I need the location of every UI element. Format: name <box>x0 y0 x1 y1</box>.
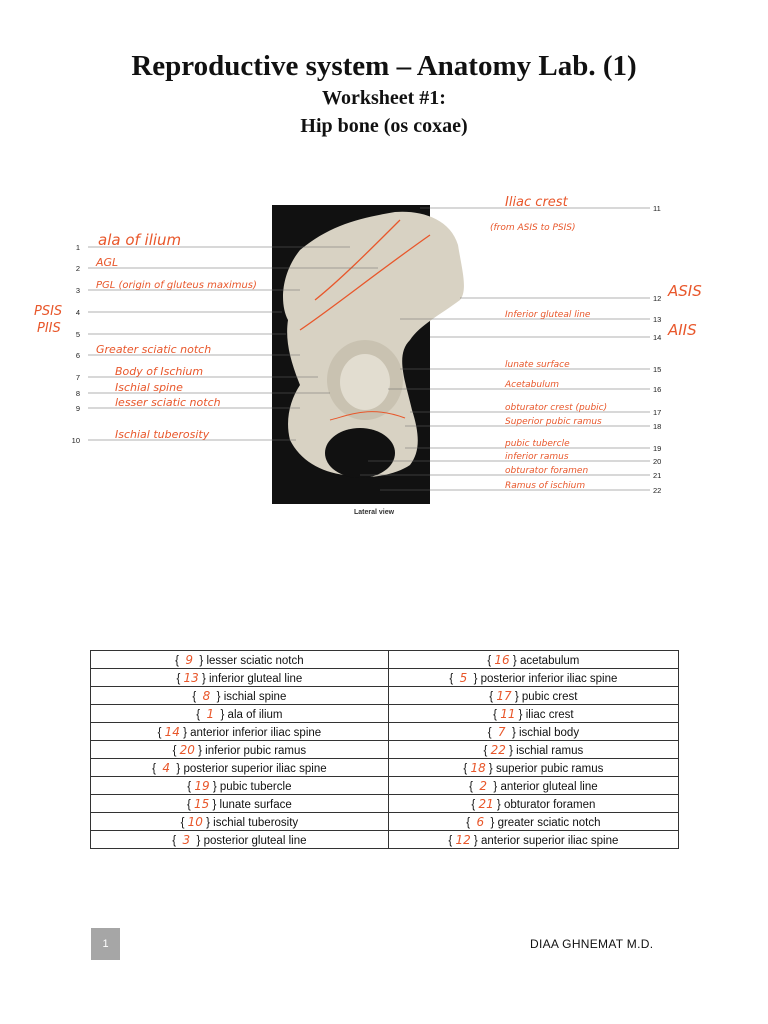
handwritten-answer-left: Body of Ischium <box>115 365 204 378</box>
figure-label-number: 4 <box>75 308 80 317</box>
brace-close: } <box>470 834 481 847</box>
handwritten-number: 6 <box>476 814 485 829</box>
handwritten-number: 17 <box>496 688 512 703</box>
structure-name: ischial body <box>518 726 580 739</box>
handwritten-answer-right: Acetabulum <box>505 380 560 390</box>
handwritten-answer-left: PGL (origin of gluteus maximus) <box>96 280 257 291</box>
answer-cell-right <box>388 669 678 687</box>
structure-name: iliac crest <box>525 708 574 721</box>
table-row <box>91 651 679 669</box>
structure-name: pubic tubercle <box>219 780 292 793</box>
structure-name: greater sciatic notch <box>497 816 601 829</box>
brace-close: } <box>209 780 220 793</box>
brace-close: } <box>217 708 228 721</box>
table-row <box>91 795 679 813</box>
brace-close: } <box>202 816 214 829</box>
handwritten-answer-right: Superior pubic ramus <box>505 417 602 427</box>
structure-name: anterior superior iliac spine <box>480 834 619 847</box>
handwritten-answer-right: Iliac crest <box>505 195 568 210</box>
figure-label-number: 2 <box>75 264 80 273</box>
brace-close: } <box>173 762 184 775</box>
brace-open: { <box>493 708 501 721</box>
figure-label-number: 10 <box>71 436 80 445</box>
handwritten-answer-right: obturator crest (pubic) <box>505 403 608 413</box>
handwritten-answer-right: inferior ramus <box>505 452 569 462</box>
structure-name: pubic crest <box>521 690 578 703</box>
brace-open: { <box>180 816 188 829</box>
hip-bone-figure <box>0 190 768 520</box>
brace-close: } <box>493 798 504 811</box>
brace-close: } <box>485 762 496 775</box>
iliac-crest-note: (from ASIS to PSIS) <box>490 223 576 233</box>
page-title: Reproductive system – Anatomy Lab. (1) <box>131 50 637 82</box>
table-row <box>91 669 679 687</box>
handwritten-number: 5 <box>459 670 468 685</box>
hip-bone-illustration <box>283 212 464 478</box>
answer-cell-right <box>388 705 678 723</box>
answer-cell-left <box>91 795 389 813</box>
figure-label-number: 12 <box>653 294 662 303</box>
brace-open: { <box>469 780 477 793</box>
handwritten-number: 15 <box>194 796 210 811</box>
worksheet-subtitle: Worksheet #1: <box>322 87 446 109</box>
figure-caption: Lateral view <box>353 509 395 516</box>
structure-name: anterior inferior iliac spine <box>190 726 322 739</box>
table-row <box>91 831 679 849</box>
brace-close: } <box>198 672 209 685</box>
structure-name: ischial spine <box>223 690 287 703</box>
brace-close: } <box>511 690 522 703</box>
psis-note: PSIS <box>34 304 63 319</box>
brace-open: { <box>448 834 456 847</box>
brace-close: } <box>487 816 498 829</box>
brace-open: { <box>176 672 184 685</box>
brace-open: { <box>449 672 457 685</box>
brace-open: { <box>172 834 180 847</box>
answer-cell-right <box>388 831 678 849</box>
brace-open: { <box>466 816 474 829</box>
figure-label-number: 5 <box>75 330 80 339</box>
brace-open: { <box>487 654 495 667</box>
brace-open: { <box>152 762 160 775</box>
handwritten-number: 13 <box>183 670 199 685</box>
handwritten-number: 11 <box>500 706 516 721</box>
structure-name: anterior gluteal line <box>500 780 598 793</box>
handwritten-number: 8 <box>202 688 211 703</box>
brace-open: { <box>489 690 497 703</box>
handwritten-number: 7 <box>497 724 506 739</box>
answer-cell-left <box>91 669 389 687</box>
structure-name: obturator foramen <box>503 798 596 811</box>
figure-label-number: 1 <box>75 243 80 252</box>
figure-label-number: 9 <box>75 404 80 413</box>
handwritten-answer-left: Ischial spine <box>115 381 183 394</box>
structure-name: inferior gluteal line <box>209 672 303 685</box>
figure-label-number: 15 <box>653 365 662 374</box>
brace-open: { <box>157 726 165 739</box>
brace-close: } <box>193 834 204 847</box>
brace-open: { <box>186 798 195 811</box>
answer-cell-left <box>91 687 389 705</box>
brace-close: } <box>515 708 526 721</box>
answer-cell-right <box>388 651 678 669</box>
structure-name: inferior pubic ramus <box>205 744 307 757</box>
structure-name: posterior inferior iliac spine <box>480 672 618 685</box>
handwritten-number: 14 <box>164 724 180 739</box>
handwritten-number: 16 <box>494 652 510 667</box>
answer-table <box>90 650 679 849</box>
figure-label-number: 3 <box>75 286 80 295</box>
handwritten-number: 9 <box>185 652 194 667</box>
brace-open: { <box>192 690 200 703</box>
brace-close: } <box>209 798 220 811</box>
answer-cell-right <box>388 795 678 813</box>
handwritten-answer-right: Inferior gluteal line <box>505 310 591 320</box>
answer-cell-left <box>91 651 389 669</box>
brace-open: { <box>463 762 471 775</box>
page-number: 1 <box>91 928 120 960</box>
answer-cell-right <box>388 777 678 795</box>
handwritten-answer-right: Ramus of ischium <box>505 481 586 491</box>
handwritten-number: 22 <box>490 742 506 757</box>
answer-cell-right <box>388 723 678 741</box>
brace-open: { <box>187 780 195 793</box>
handwritten-answer-left: Greater sciatic notch <box>96 343 212 356</box>
table-row <box>91 813 679 831</box>
handwritten-number: 12 <box>455 832 471 847</box>
brace-open: { <box>172 744 180 757</box>
structure-name: acetabulum <box>519 654 580 667</box>
handwritten-number: 4 <box>162 760 171 775</box>
brace-open: { <box>487 726 495 739</box>
table-row <box>91 687 679 705</box>
answer-cell-left <box>91 705 389 723</box>
table-row <box>91 741 679 759</box>
brace-open: { <box>471 798 479 811</box>
brace-close: } <box>470 672 481 685</box>
answer-cell-right <box>388 759 678 777</box>
structure-name: ischial tuberosity <box>213 816 299 829</box>
figure-label-number: 7 <box>75 373 80 382</box>
brace-close: } <box>213 690 224 703</box>
structure-name: lesser sciatic notch <box>206 654 304 667</box>
brace-close: } <box>194 744 206 757</box>
brace-close: } <box>490 780 501 793</box>
figure-label-number: 21 <box>653 471 662 480</box>
answer-cell-left <box>91 777 389 795</box>
brace-close: } <box>179 726 191 739</box>
table-row <box>91 759 679 777</box>
handwritten-number: 3 <box>182 832 191 847</box>
figure-label-number: 20 <box>653 457 662 466</box>
figure-label-number: 22 <box>653 486 662 495</box>
answer-cell-right <box>388 813 678 831</box>
figure-label-number: 8 <box>75 389 80 398</box>
handwritten-number: 18 <box>470 760 486 775</box>
brace-close: } <box>196 654 207 667</box>
answer-cell-left <box>91 813 389 831</box>
worksheet-topic: Hip bone (os coxae) <box>300 115 468 137</box>
answer-cell-left <box>91 759 389 777</box>
handwritten-answer-left: ala of ilium <box>98 231 182 249</box>
brace-close: } <box>509 654 520 667</box>
handwritten-number: 21 <box>478 796 494 811</box>
handwritten-answer-right: lunate surface <box>505 360 570 370</box>
handwritten-answer-right: AIIS <box>668 321 697 339</box>
figure-label-number: 11 <box>653 204 661 213</box>
hip-bone-diagram <box>0 190 768 520</box>
figure-label-number: 16 <box>653 385 662 394</box>
handwritten-number: 2 <box>479 778 488 793</box>
table-row <box>91 723 679 741</box>
structure-name: lunate surface <box>219 798 292 811</box>
brace-close: } <box>508 726 519 739</box>
handwritten-number: 1 <box>206 706 215 721</box>
structure-name: ischial ramus <box>516 744 584 757</box>
brace-open: { <box>483 744 491 757</box>
structure-name: superior pubic ramus <box>495 762 604 775</box>
answer-cell-left <box>91 831 389 849</box>
figure-label-number: 13 <box>653 315 662 324</box>
author-name: DIAA GHNEMAT M.D. <box>530 937 654 951</box>
handwritten-number: 20 <box>179 742 195 757</box>
figure-label-number: 18 <box>653 422 662 431</box>
answer-cell-right <box>388 741 678 759</box>
figure-label-number: 6 <box>75 351 80 360</box>
figure-label-number: 19 <box>653 444 662 453</box>
brace-open: { <box>196 708 204 721</box>
handwritten-answer-right: pubic tubercle <box>505 439 570 449</box>
handwritten-answer-left: AGL <box>96 256 119 269</box>
structure-name: posterior superior iliac spine <box>183 762 327 775</box>
structure-name: ala of ilium <box>227 708 283 721</box>
handwritten-answer-left: lesser sciatic notch <box>115 396 221 409</box>
piis-note: PIIS <box>37 321 61 336</box>
answer-cell-left <box>91 723 389 741</box>
structure-name: posterior gluteal line <box>203 834 307 847</box>
figure-label-number: 14 <box>653 333 662 342</box>
handwritten-answer-right: obturator foramen <box>505 466 589 476</box>
answer-cell-left <box>91 741 389 759</box>
brace-open: { <box>175 654 183 667</box>
handwritten-number: 19 <box>194 778 210 793</box>
handwritten-number: 10 <box>187 814 203 829</box>
handwritten-answer-left: Ischial tuberosity <box>115 428 210 441</box>
brace-close: } <box>505 744 517 757</box>
figure-label-number: 17 <box>653 408 662 417</box>
handwritten-answer-right: ASIS <box>668 282 702 300</box>
table-row <box>91 777 679 795</box>
answer-cell-right <box>388 687 678 705</box>
table-row <box>91 705 679 723</box>
